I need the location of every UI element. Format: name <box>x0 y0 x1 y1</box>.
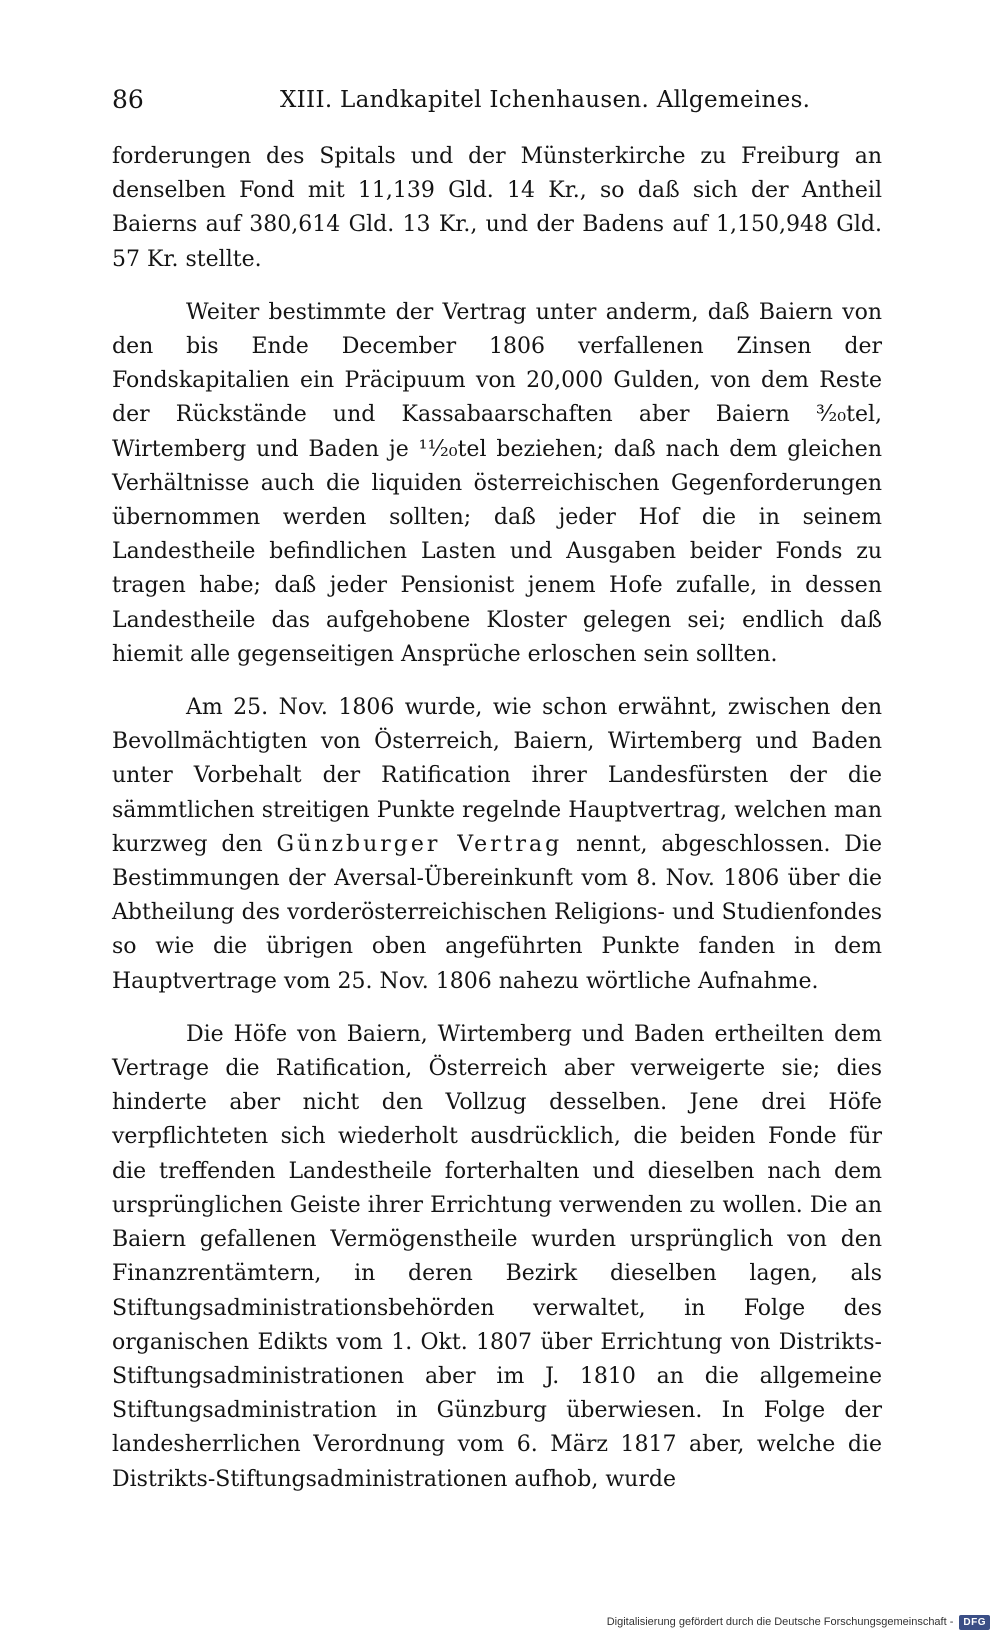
spaced-emphasis: Günzburger Vertrag <box>276 831 563 857</box>
body-text <box>112 140 882 1497</box>
page-number: 86 <box>112 85 144 114</box>
page-header <box>112 84 882 124</box>
paragraph-text-after: nennt, abgeschlossen. Die Bestimmungen der Aversal-Übereinkunft vom 8. Nov. 1806 über die Abtheilung des vorderösterreichischen Religions- und Studienfondes so wie die übrigen oben angeführten Punkte fanden in dem Hauptvertrage vom 25. Nov. 1806 nahezu wörtliche Aufnahme. <box>112 831 882 994</box>
paragraph-ratification: Die Höfe von Baiern, Wirtemberg und Baden ertheilten dem Vertrage die Ratification, Österreich aber verweigerte sie; dies hinderte aber nicht den Vollzug desselben. Jene drei Höfe verpflichteten sich wiederholt ausdrücklich, die beiden Fonde für die treffenden Landestheile forterhalten und dieselben nach dem ursprünglichen Geiste ihrer Errichtung verwenden zu wollen. Die an Baiern gefallenen Vermögenstheile wurden ursprünglich von den Finanzrentämtern, in deren Bezirk dieselben lagen, als Stiftungsadministrationsbehörden verwaltet, in Folge des organischen Edikts vom 1. Okt. 1807 über Errichtung von Distrikts-Stiftungsadministrationen aber im J. 1810 an die allgemeine Stiftungsadministration in Günzburg überwiesen. In Folge der landesherrlichen Verordnung vom 6. März 1817 aber, welche die Distrikts-Stiftungsadministrationen aufhob, wurde <box>112 1021 882 1492</box>
paragraph-guenzburger-vertrag <box>112 691 882 999</box>
digitization-footer <box>607 1611 990 1633</box>
footer-text: Digitalisierung gefördert durch die Deutsche Forschungsgemeinschaft - <box>606 1616 954 1628</box>
paragraph-vertrag-bestimmungen: Weiter bestimmte der Vertrag unter anderm, daß Baiern von den bis Ende December 1806 verfallenen Zinsen der Fondskapitalien ein Präcipuum von 20,000 Gulden, von dem Reste der Rückstände und Kassabaarschaften aber Baiern ³⁄₂₀tel, Wirtemberg und Baden je ¹¹⁄₂₀tel beziehen; daß nach dem gleichen Verhältnisse auch die liquiden österreichischen Gegenforderungen übernommen werden sollten; daß jeder Hof die in seinem Landestheile befindlichen Lasten und Ausgaben beider Fonds zu tragen habe; daß jeder Pensionist jenem Hofe zufalle, in dessen Landestheile das aufgehobene Kloster gelegen sei; endlich daß hiemit alle gegenseitigen Ansprüche erloschen sein sollten. <box>112 299 882 667</box>
dfg-logo: DFG <box>959 1615 990 1630</box>
running-head: XIII. Landkapitel Ichenhausen. Allgemeines. <box>280 87 811 113</box>
paragraph-text-before: Am 25. Nov. 1806 wurde, wie schon erwähnt, zwischen den Bevollmächtigten von Österreich, Baiern, Wirtemberg und Baden unter Vorbehalt der Ratification ihrer Landesfürsten der die sämmtlichen streitigen Punkte regelnde Hauptvertrag, welchen man kurzweg den <box>112 695 882 857</box>
paragraph-continuation: forderungen des Spitals und der Münsterkirche zu Freiburg an denselben Fond mit 11,139 Gld. 14 Kr., so daß sich der Antheil Baierns auf 380,614 Gld. 13 Kr., und der Badens auf 1,150,948 Gld. 57 Kr. stellte. <box>112 144 882 272</box>
